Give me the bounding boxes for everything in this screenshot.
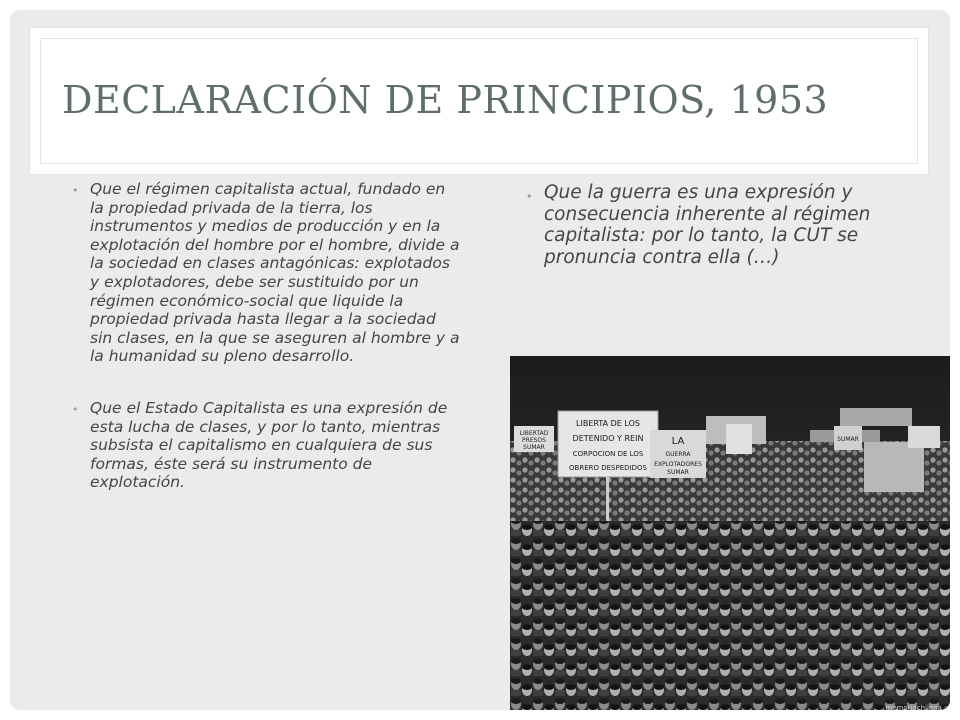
protest-crowd-image [510, 356, 950, 710]
svg-text:LA: LA [671, 436, 685, 447]
bullet-text: Que la guerra es una expresión y consecuencia inherente al régimen capitalista: por lo tanto, la CUT se pronuncia contra ella (…) [544, 182, 871, 268]
svg-text:GUERRA: GUERRA [665, 451, 691, 458]
bullet-text: Que el Estado Capitalista es una expresión de esta lucha de clases, y por lo tanto, mientras subsista el capitalismo en cualquiera de sus formas, éste será su instrumento de explotación. [90, 398, 448, 492]
right-column [526, 182, 926, 268]
protest-photo [510, 356, 950, 710]
svg-text:SUMAR: SUMAR [523, 444, 545, 451]
svg-text:LIBERTAD: LIBERTAD [519, 430, 549, 437]
photo-watermark: memoriachilena.cl [885, 704, 950, 710]
bullet-item [62, 180, 460, 366]
bullet-item [526, 182, 926, 268]
svg-text:SUMAR: SUMAR [667, 469, 689, 476]
bullet-icon: • [72, 402, 79, 416]
slide-title: DECLARACIÓN DE PRINCIPIOS, 1953 [62, 78, 829, 122]
foreground-crowd [510, 521, 950, 710]
slide [10, 10, 950, 710]
left-bullet-list [62, 180, 460, 492]
svg-text:EXPLOTADORES: EXPLOTADORES [654, 461, 702, 468]
svg-text:DETENIDO Y REIN: DETENIDO Y REIN [572, 434, 644, 443]
svg-text:SUMAR: SUMAR [837, 436, 859, 443]
right-bullet-list [526, 182, 926, 268]
bullet-icon: • [526, 190, 533, 203]
svg-text:PRESOS: PRESOS [522, 437, 546, 444]
svg-text:CORPOCION DE LOS: CORPOCION DE LOS [572, 450, 644, 458]
title-box [30, 28, 928, 174]
svg-text:LIBERTA DE LOS: LIBERTA DE LOS [576, 419, 640, 428]
protest-sign-middle [650, 430, 706, 478]
left-column [62, 180, 460, 525]
protest-sign-left [514, 426, 554, 452]
bullet-icon: • [72, 184, 79, 197]
bullet-text: Que el régimen capitalista actual, fundado en la propiedad privada de la tierra, los instrumentos y medios de producción y en la explotación del hombre por el hombre, divide a la sociedad en clases antagónicas: explotados y explotadores, debe ser sustituido por un régimen económico-social que liquide la propiedad privada hasta llegar a la sociedad sin clases, en la que se aseguren al hombre y a la humanidad su pleno desarrollo. [90, 180, 460, 366]
bullet-item [62, 399, 460, 492]
svg-text:OBRERO DESPEDIDOS: OBRERO DESPEDIDOS [569, 464, 647, 472]
